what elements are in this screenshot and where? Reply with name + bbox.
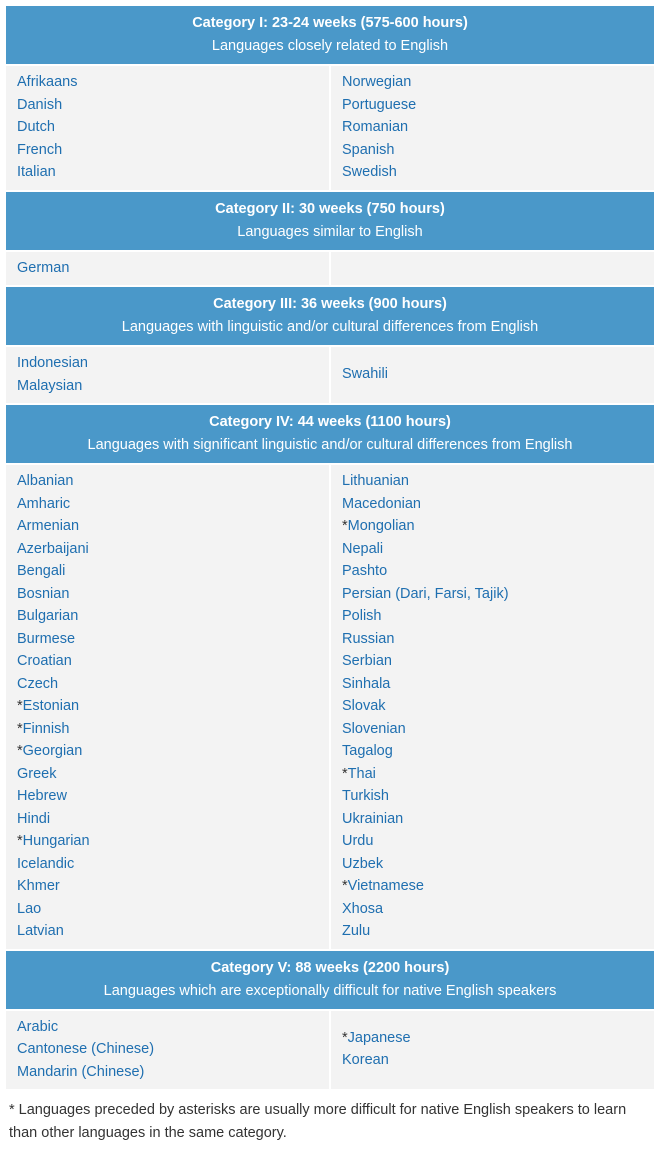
- language-link[interactable]: Amharic: [17, 495, 71, 512]
- language-link[interactable]: Arabic: [17, 1018, 59, 1035]
- category-header: [6, 192, 654, 250]
- language-link[interactable]: Zulu: [342, 923, 371, 939]
- language-link[interactable]: Turkish: [342, 788, 389, 804]
- language-link[interactable]: Burmese: [17, 630, 76, 647]
- language-link[interactable]: Serbian: [342, 653, 392, 669]
- language-column-right: [331, 252, 654, 286]
- language-link[interactable]: *Estonian: [17, 698, 80, 714]
- language-column-right: [331, 347, 654, 403]
- language-column-left: [6, 252, 329, 286]
- category-header: [6, 287, 654, 345]
- category-header-row: [6, 192, 654, 250]
- category-subtitle: Languages with significant linguistic and/or cultural differences from English: [87, 437, 573, 453]
- category-header-row: [6, 405, 654, 463]
- category-header-row: [6, 951, 654, 1009]
- language-link[interactable]: *Georgian: [17, 743, 83, 759]
- language-link[interactable]: Spanish: [342, 141, 395, 158]
- language-link[interactable]: Bulgarian: [17, 608, 79, 624]
- language-link[interactable]: Latvian: [17, 923, 64, 939]
- language-link[interactable]: Malaysian: [17, 377, 83, 394]
- category-subtitle: Languages with linguistic and/or cultural differences from English: [121, 319, 539, 335]
- category-subtitle: Languages similar to English: [237, 223, 423, 240]
- category-header: [6, 6, 654, 64]
- language-link[interactable]: Azerbaijani: [17, 540, 89, 557]
- language-link[interactable]: Slovenian: [342, 720, 406, 737]
- language-column-left: [6, 465, 329, 949]
- language-link[interactable]: French: [17, 141, 63, 158]
- asterisk-marker: *: [342, 1029, 348, 1046]
- category-header-row: [6, 6, 654, 64]
- asterisk-footnote: * Languages preceded by asterisks are usually more difficult for native English speakers to learn than other languages in the same category.: [9, 1102, 627, 1141]
- language-link[interactable]: Persian (Dari, Farsi, Tajik): [342, 585, 509, 602]
- language-link[interactable]: Urdu: [342, 833, 374, 849]
- language-link[interactable]: Ukrainian: [342, 810, 404, 827]
- asterisk-marker: *: [342, 765, 348, 782]
- language-link[interactable]: Swedish: [342, 164, 397, 180]
- category-subtitle: Languages which are exceptionally difficult for native English speakers: [103, 982, 557, 999]
- category-title: Category III: 36 weeks (900 hours): [213, 296, 447, 312]
- language-link[interactable]: Polish: [342, 608, 382, 624]
- language-link[interactable]: Greek: [17, 765, 57, 782]
- asterisk-marker: *: [17, 698, 23, 714]
- language-link[interactable]: Uzbek: [342, 855, 384, 872]
- language-link[interactable]: Albanian: [17, 473, 74, 489]
- language-link[interactable]: *Japanese: [342, 1029, 411, 1046]
- category-languages-row: [6, 465, 654, 949]
- language-link[interactable]: Korean: [342, 1052, 389, 1069]
- language-link[interactable]: Hebrew: [17, 788, 67, 804]
- language-link[interactable]: Lithuanian: [342, 473, 409, 489]
- language-link[interactable]: Khmer: [17, 878, 60, 894]
- language-category-table: [4, 4, 656, 1091]
- category-title: Category V: 88 weeks (2200 hours): [210, 959, 450, 976]
- language-link[interactable]: Nepali: [342, 540, 384, 557]
- category-languages-row: [6, 252, 654, 286]
- language-link[interactable]: *Thai: [342, 765, 376, 782]
- category-languages-row: [6, 66, 654, 190]
- category-languages-row: [6, 1011, 654, 1090]
- asterisk-marker: *: [342, 878, 348, 894]
- language-link[interactable]: Romanian: [342, 119, 409, 135]
- language-link[interactable]: Macedonian: [342, 495, 421, 512]
- language-link[interactable]: Portuguese: [342, 96, 417, 113]
- language-link[interactable]: Swahili: [342, 366, 388, 383]
- language-link[interactable]: Tagalog: [342, 743, 393, 759]
- language-link[interactable]: Bengali: [17, 563, 66, 579]
- language-link[interactable]: Indonesian: [17, 355, 88, 371]
- category-subtitle: Languages closely related to English: [211, 38, 449, 54]
- language-column-left: [6, 66, 329, 190]
- language-link[interactable]: Afrikaans: [17, 74, 78, 90]
- language-link[interactable]: Croatian: [17, 653, 72, 669]
- asterisk-marker: *: [17, 833, 23, 849]
- language-link[interactable]: Hindi: [17, 810, 51, 827]
- language-link[interactable]: Icelandic: [17, 855, 75, 872]
- language-link[interactable]: *Vietnamese: [342, 878, 424, 894]
- language-link[interactable]: *Finnish: [17, 720, 70, 737]
- category-header-row: [6, 287, 654, 345]
- category-title: Category I: 23-24 weeks (575-600 hours): [192, 15, 468, 31]
- asterisk-marker: *: [342, 518, 348, 534]
- language-link[interactable]: Pashto: [342, 563, 388, 579]
- language-link[interactable]: Italian: [17, 164, 56, 180]
- language-link[interactable]: Xhosa: [342, 900, 384, 917]
- category-languages-row: [6, 347, 654, 403]
- language-link[interactable]: Armenian: [17, 518, 80, 534]
- language-column-right: [331, 1011, 654, 1090]
- category-title: Category II: 30 weeks (750 hours): [215, 200, 445, 217]
- category-header: [6, 951, 654, 1009]
- category-header: [6, 405, 654, 463]
- language-link[interactable]: Slovak: [342, 698, 386, 714]
- language-link[interactable]: Norwegian: [342, 74, 412, 90]
- category-title: Category IV: 44 weeks (1100 hours): [209, 414, 451, 430]
- language-link[interactable]: Dutch: [17, 119, 55, 135]
- asterisk-marker: *: [17, 720, 23, 737]
- language-link[interactable]: Danish: [17, 96, 63, 113]
- language-link[interactable]: Lao: [17, 900, 42, 917]
- language-link[interactable]: Sinhala: [342, 675, 391, 692]
- language-link[interactable]: *Hungarian: [17, 833, 90, 849]
- language-column-right: [331, 66, 654, 190]
- language-link[interactable]: *Mongolian: [342, 518, 415, 534]
- language-link[interactable]: Bosnian: [17, 585, 70, 602]
- asterisk-marker: *: [17, 743, 23, 759]
- language-column-left: [6, 347, 329, 403]
- language-column-right: [331, 465, 654, 949]
- language-link[interactable]: German: [17, 259, 70, 276]
- language-column-left: [6, 1011, 329, 1090]
- language-link[interactable]: Mandarin (Chinese): [17, 1063, 145, 1080]
- language-link[interactable]: Russian: [342, 630, 395, 647]
- language-link[interactable]: Czech: [17, 675, 59, 692]
- language-link[interactable]: Cantonese (Chinese): [17, 1041, 155, 1057]
